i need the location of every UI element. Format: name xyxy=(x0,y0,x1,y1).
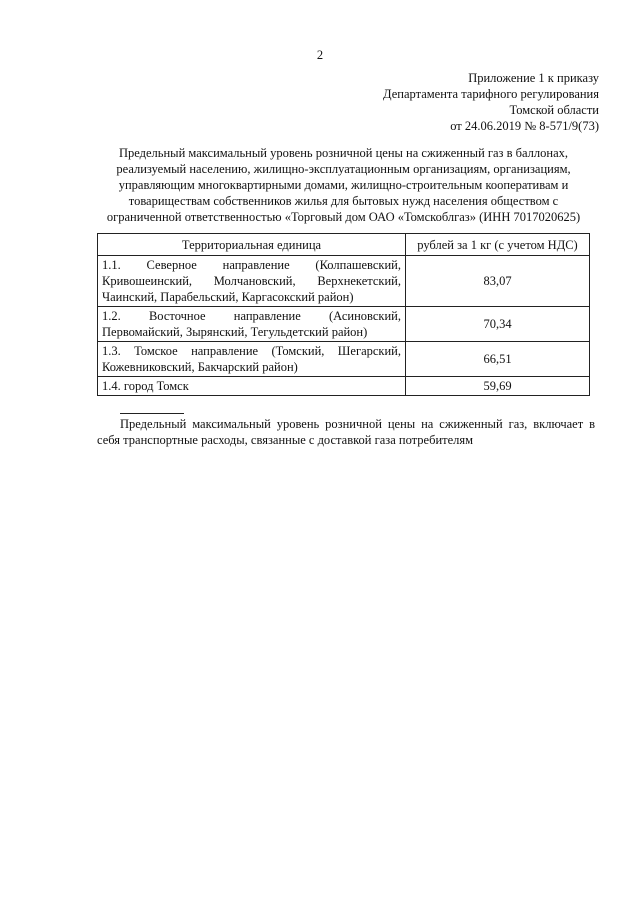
region-cell: 1.2. Восточное направление (Асиновский, Первомайский, Зырянский, Тегульдетский район) xyxy=(98,307,406,342)
table-row xyxy=(98,256,590,307)
footnote-divider xyxy=(120,413,184,414)
region-cell: 1.3. Томское направление (Томский, Шегарский, Кожевниковский, Бакчарский район) xyxy=(98,342,406,377)
table-header-row xyxy=(98,234,590,256)
price-cell: 59,69 xyxy=(406,377,590,396)
table-row xyxy=(98,377,590,396)
price-table xyxy=(97,233,590,396)
table-row xyxy=(98,307,590,342)
title-line: товариществам собственников жилья для бытовых нужд населения обществом с xyxy=(128,194,559,208)
title-line: реализуемый населению, жилищно-эксплуатационным организациям, организациям, xyxy=(116,162,571,176)
price-cell: 83,07 xyxy=(406,256,590,307)
header-territorial-unit: Территориальная единица xyxy=(98,234,406,256)
appendix-line: Приложение 1 к приказу xyxy=(468,71,599,85)
footnote-text: Предельный максимальный уровень розничной цены на сжиженный газ, включает в себя транспортные расходы, связанные с доставкой газа потребителям xyxy=(97,417,595,447)
title-line: ограниченной ответственностью «Торговый дом ОАО «Томскоблгаз» (ИНН 7017020625) xyxy=(106,210,581,224)
title-line: Предельный максимальный уровень розничной цены на сжиженный газ в баллонах, xyxy=(118,146,569,160)
price-cell: 70,34 xyxy=(406,307,590,342)
appendix-line: Томской области xyxy=(509,103,599,117)
price-cell: 66,51 xyxy=(406,342,590,377)
appendix-header xyxy=(383,70,599,134)
region-cell: 1.1. Северное направление (Колпашевский, Кривошеинский, Молчановский, Верхнекетский, Чаинский, Парабельский, Каргасокский район) xyxy=(98,256,406,307)
table-row xyxy=(98,342,590,377)
title-line: управляющим многоквартирными домами, жилищно-строительным кооперативам и xyxy=(118,178,569,192)
region-cell: 1.4. город Томск xyxy=(98,377,406,396)
appendix-line: от 24.06.2019 № 8-571/9(73) xyxy=(450,119,599,133)
document-title xyxy=(92,145,595,225)
page-number: 2 xyxy=(316,48,324,62)
appendix-line: Департамента тарифного регулирования xyxy=(383,87,599,101)
header-price: рублей за 1 кг (с учетом НДС) xyxy=(406,234,590,256)
